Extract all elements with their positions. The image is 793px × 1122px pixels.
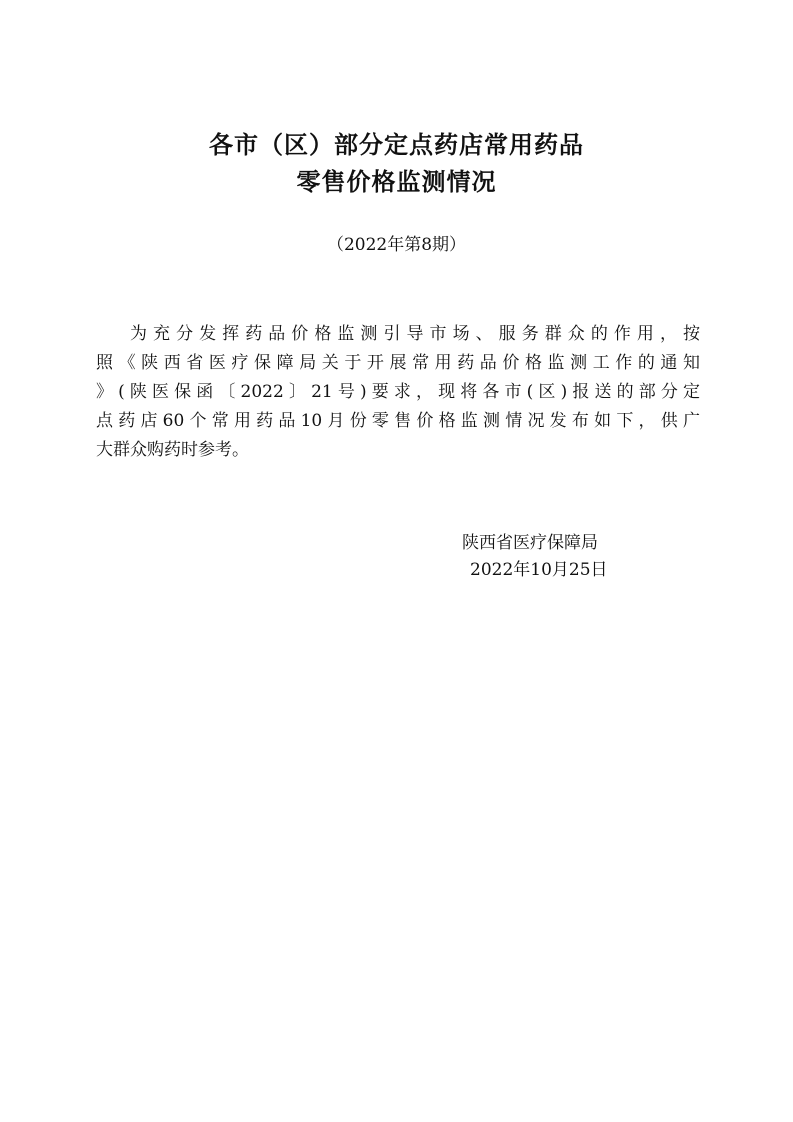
issuing-organization: 陕西省医疗保障局 [462,533,598,553]
issue-date: 2022年10月25日 [470,560,608,580]
body-line: 点药店60个常用药品10月份零售价格监测情况发布如下，供广 [96,411,700,431]
body-line: 为充分发挥药品价格监测引导市场、服务群众的作用，按 [130,324,700,344]
body-line: 照《陕西省医疗保障局关于开展常用药品价格监测工作的通知 [96,353,700,373]
signature-block [462,530,608,584]
body-paragraph [96,320,700,465]
document-title-line-2: 零售价格监测情况 [296,167,497,196]
body-line: 大群众购药时参考。 [96,440,249,460]
issue-number: （2022年第8期） [326,235,467,255]
document-title-line-1: 各市（区）部分定点药店常用药品 [209,130,584,159]
body-line: 》(陕医保函〔2022〕21号)要求，现将各市(区)报送的部分定 [96,382,700,402]
